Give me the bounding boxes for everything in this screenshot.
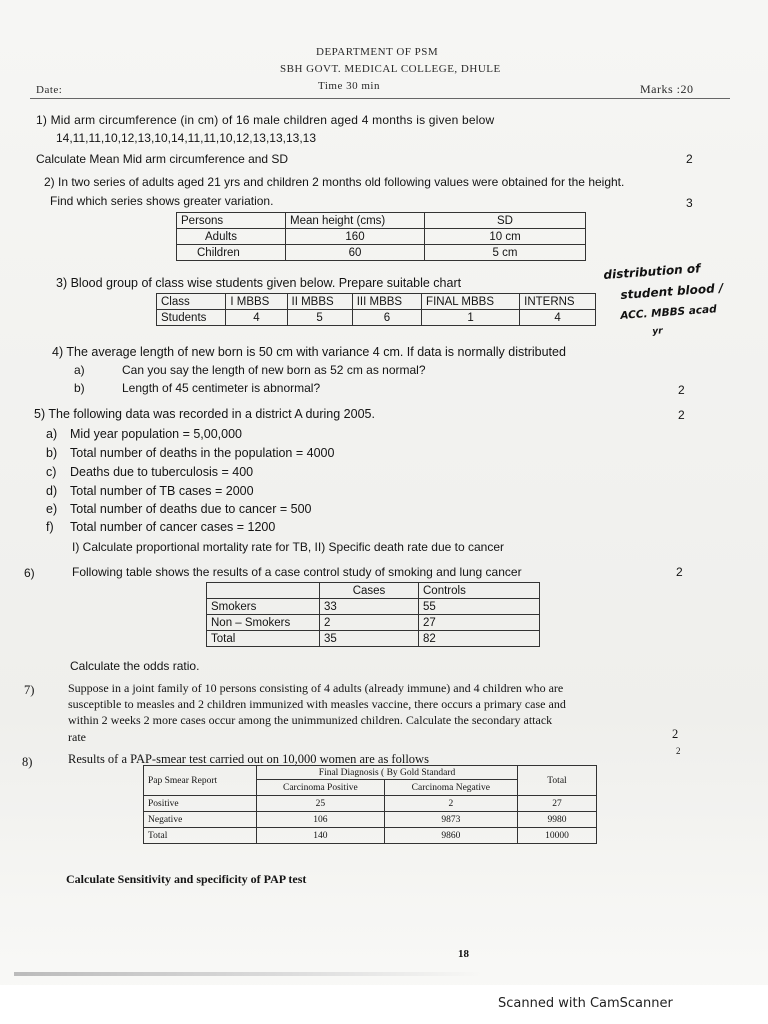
table-cell: Children [177, 245, 286, 261]
table-header-row [207, 583, 540, 599]
table-header-cell: Final Diagnosis ( By Gold Standard [257, 766, 518, 780]
q6-calc: Calculate the odds ratio. [70, 659, 200, 673]
q5-item-label: a) [46, 427, 58, 441]
table-cell: Students [157, 310, 226, 326]
table-cell: 2 [320, 615, 419, 631]
q5-item-label: f) [46, 520, 54, 534]
table-row [177, 229, 586, 245]
q5-b [46, 446, 334, 460]
q1-marks: 2 [686, 152, 693, 166]
q8-marks: 2 [676, 746, 681, 756]
q2-text: 2) In two series of adults aged 21 yrs and children 2 months old following values were obtained for the height. [44, 175, 625, 189]
q5-item-text: Total number of cancer cases = 1200 [70, 520, 276, 534]
table-cell: 2 [384, 796, 517, 812]
table-header-cell: I MBBS [226, 294, 287, 310]
q7-line4: rate [68, 730, 86, 744]
table-row [157, 310, 596, 326]
q4-a-label: a) [74, 363, 85, 377]
table-header-cell: INTERNS [520, 294, 596, 310]
time-label: Time 30 min [318, 80, 380, 92]
marks-label: Marks :20 [640, 82, 694, 96]
q5-item-text: Mid year population = 5,00,000 [70, 427, 242, 441]
q5-item-text: Deaths due to tuberculosis = 400 [70, 465, 254, 479]
q2-instruction: Find which series shows greater variation. [50, 194, 274, 208]
table-cell: 27 [518, 796, 597, 812]
q4-marks: 2 [678, 383, 685, 397]
q5-text: 5) The following data was recorded in a district A during 2005. [34, 407, 375, 421]
q5-item-label: b) [46, 446, 58, 460]
q6-text: Following table shows the results of a case control study of smoking and lung cancer [72, 565, 522, 579]
table-header-row [144, 766, 597, 780]
table-cell: 10 cm [425, 229, 586, 245]
q5-c [46, 465, 253, 479]
q5-f [46, 520, 275, 534]
scan-edge-shadow [14, 972, 484, 976]
table-header-cell: SD [425, 213, 586, 229]
table-header-cell: Carcinoma Positive [257, 780, 385, 796]
q7-line3: within 2 weeks 2 more cases occur among the unimmunized children. Calculate the secondary attack [68, 713, 553, 727]
table-cell: 106 [257, 812, 385, 828]
q5-item-text: Total number of deaths due to cancer = 500 [70, 502, 312, 516]
handwritten-note-line3: ACC. MBBS acad [620, 303, 718, 322]
table-cell: 55 [419, 599, 540, 615]
q7-line1: Suppose in a joint family of 10 persons consisting of 4 adults (already immune) and 4 children who are [68, 681, 564, 695]
q6-marks: 2 [676, 565, 683, 579]
college-heading: SBH GOVT. MEDICAL COLLEGE, DHULE [280, 63, 501, 75]
q5-item-text: Total number of TB cases = 2000 [70, 484, 254, 498]
table-cell: 160 [286, 229, 425, 245]
table-cell: 140 [257, 828, 385, 844]
table-header-row [177, 213, 586, 229]
table-cell: 5 [287, 310, 352, 326]
q1-instruction: Calculate Mean Mid arm circumference and SD [36, 152, 289, 166]
q5-item-label: d) [46, 484, 58, 498]
table-header-cell: Carcinoma Negative [384, 780, 517, 796]
q2-table [176, 212, 586, 261]
table-cell: 9980 [518, 812, 597, 828]
q8-text: Results of a PAP-smear test carried out on 10,000 women are as follows [68, 752, 429, 766]
department-heading: DEPARTMENT OF PSM [316, 46, 439, 58]
q4-a-text: Can you say the length of new born as 52 cm as normal? [122, 363, 426, 377]
table-cell: 5 cm [425, 245, 586, 261]
q4-b-label: b) [74, 381, 85, 395]
table-header-cell: Mean height (cms) [286, 213, 425, 229]
table-cell: 1 [422, 310, 520, 326]
table-cell: Negative [144, 812, 257, 828]
q2-marks: 3 [686, 196, 693, 210]
table-row [144, 828, 597, 844]
q3-table [156, 293, 596, 326]
table-header-cell: II MBBS [287, 294, 352, 310]
table-cell: 6 [352, 310, 421, 326]
table-header-cell: Pap Smear Report [144, 766, 257, 796]
q5-a [46, 427, 242, 441]
q5-d [46, 484, 254, 498]
table-cell: Positive [144, 796, 257, 812]
q4-b-text: Length of 45 centimeter is abnormal? [122, 381, 321, 395]
table-row [177, 245, 586, 261]
table-header-cell: Controls [419, 583, 540, 599]
q3-text: 3) Blood group of class wise students given below. Prepare suitable chart [56, 276, 462, 290]
q8-table [143, 765, 597, 844]
table-cell: Total [144, 828, 257, 844]
table-header-cell: Class [157, 294, 226, 310]
handwritten-note-line4: yr [652, 326, 663, 337]
q5-e [46, 502, 311, 516]
page-number: 18 [458, 948, 469, 960]
table-cell: Smokers [207, 599, 320, 615]
table-cell: 9860 [384, 828, 517, 844]
scanner-watermark: Scanned with CamScanner [498, 996, 673, 1011]
table-cell: 82 [419, 631, 540, 647]
q5-item-label: e) [46, 502, 58, 516]
header-divider [30, 98, 730, 99]
q5-item-label: c) [46, 465, 57, 479]
table-cell: Non – Smokers [207, 615, 320, 631]
table-header-cell: Cases [320, 583, 419, 599]
table-cell: 4 [520, 310, 596, 326]
table-header-cell: FINAL MBBS [422, 294, 520, 310]
table-row [207, 599, 540, 615]
table-row [207, 615, 540, 631]
table-cell: 10000 [518, 828, 597, 844]
table-cell: 35 [320, 631, 419, 647]
table-row [144, 796, 597, 812]
table-cell: 9873 [384, 812, 517, 828]
q5-calc: I) Calculate proportional mortality rate for TB, II) Specific death rate due to cancer [72, 540, 504, 554]
table-header-cell: Persons [177, 213, 286, 229]
table-cell: 60 [286, 245, 425, 261]
table-cell: Adults [177, 229, 286, 245]
q7-marks: 2 [672, 727, 679, 741]
q6-table [206, 582, 540, 647]
q5-marks: 2 [678, 408, 685, 422]
table-row [144, 812, 597, 828]
q5-item-text: Total number of deaths in the population = 4000 [70, 446, 335, 460]
q1-data: 14,11,11,10,12,13,10,14,11,11,10,12,13,13,13,13 [56, 131, 317, 145]
q6-num: 6) [24, 566, 35, 580]
date-label: Date: [36, 84, 63, 96]
q1-text: 1) Mid arm circumference (in cm) of 16 male children aged 4 months is given below [36, 113, 495, 127]
table-header-cell: Total [518, 766, 597, 796]
handwritten-note-line1: distribution of [603, 261, 701, 282]
table-cell: 33 [320, 599, 419, 615]
table-header-cell: III MBBS [352, 294, 421, 310]
q4-text: 4) The average length of new born is 50 cm with variance 4 cm. If data is normally distributed [52, 345, 566, 359]
table-header-cell [207, 583, 320, 599]
table-cell: Total [207, 631, 320, 647]
handwritten-note-line2: student blood / [620, 280, 724, 302]
table-cell: 4 [226, 310, 287, 326]
table-header-row [157, 294, 596, 310]
table-cell: 25 [257, 796, 385, 812]
q8-num: 8) [22, 755, 33, 769]
table-cell: 27 [419, 615, 540, 631]
q8-calc: Calculate Sensitivity and specificity of PAP test [66, 872, 307, 886]
q7-num: 7) [24, 683, 35, 697]
table-row [207, 631, 540, 647]
q7-line2: susceptible to measles and 2 children immunized with measles vaccine, there occurs a primary case and [68, 697, 566, 711]
